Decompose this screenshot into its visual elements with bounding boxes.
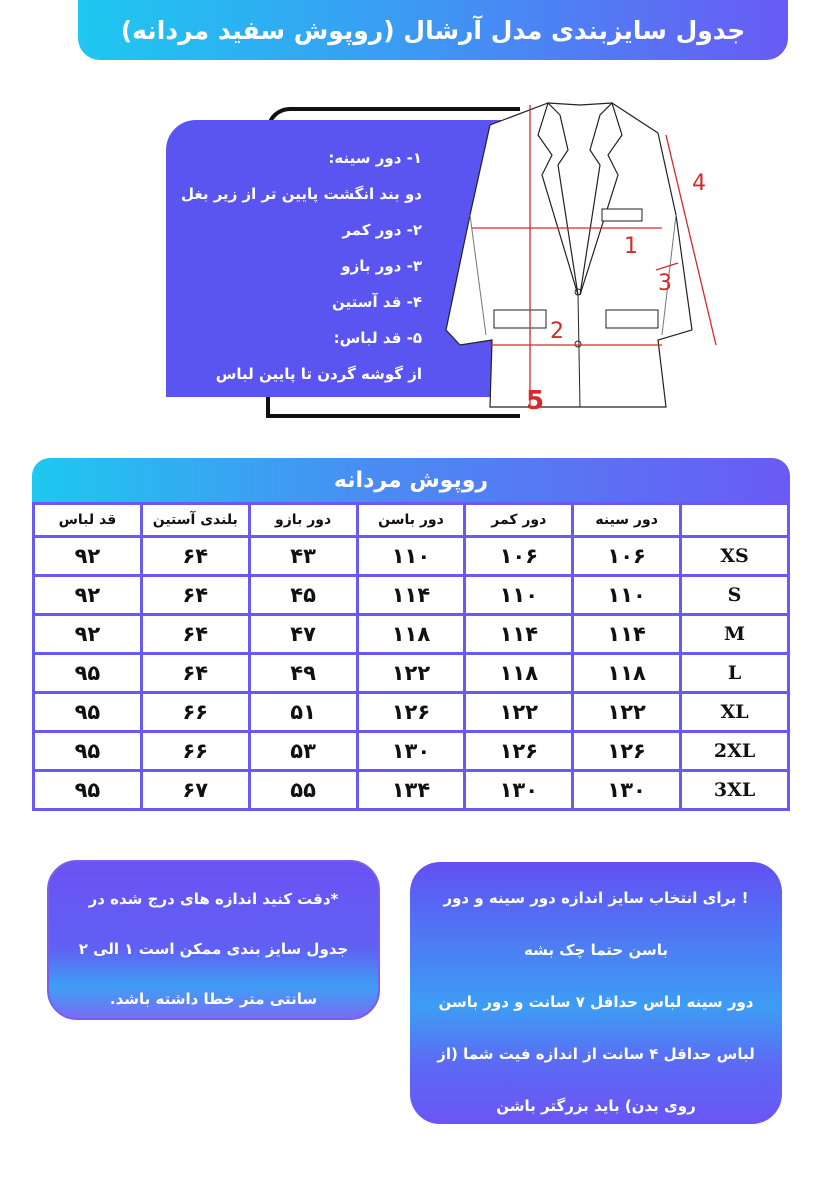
table-row: [34, 576, 789, 615]
cell-size: L: [681, 654, 789, 693]
cell-chest: ۱۰۶: [573, 537, 681, 576]
cell-waist: ۱۱۴: [465, 615, 573, 654]
table-row: [34, 732, 789, 771]
page-title: جدول سایزبندی مدل آرشال (روپوش سفید مردانه): [120, 15, 746, 45]
table-header-row: [34, 504, 789, 537]
note-line: دور سینه لباس حداقل ۷ سانت و دور باسن: [438, 993, 754, 1011]
cell-waist: ۱۲۶: [465, 732, 573, 771]
cell-chest: ۱۱۸: [573, 654, 681, 693]
cell-length: ۹۵: [34, 654, 142, 693]
jacket-label-5: 5: [526, 386, 545, 416]
note-line: روی بدن) باید بزرگتر باشن: [496, 1097, 696, 1115]
cell-chest: ۱۲۶: [573, 732, 681, 771]
cell-hip: ۱۳۴: [357, 771, 465, 810]
cell-waist: ۱۱۸: [465, 654, 573, 693]
cell-sleeve: ۶۴: [141, 654, 249, 693]
cell-arm: ۴۳: [249, 537, 357, 576]
cell-arm: ۴۹: [249, 654, 357, 693]
cell-waist: ۱۲۲: [465, 693, 573, 732]
title-banner: [78, 0, 788, 60]
legend-line: دو بند انگشت پایین تر از زیر بغل: [181, 185, 422, 203]
note-line: باسن حتما چک بشه: [524, 941, 668, 959]
table-row: [34, 537, 789, 576]
cell-arm: ۵۱: [249, 693, 357, 732]
cell-arm: ۴۷: [249, 615, 357, 654]
cell-arm: ۴۵: [249, 576, 357, 615]
table-heading: روپوش مردانه: [32, 458, 790, 502]
legend-line: ۵- قد لباس:: [333, 329, 422, 347]
cell-length: ۹۵: [34, 732, 142, 771]
col-size: [681, 504, 789, 537]
size-table: [32, 458, 790, 811]
cell-size: S: [681, 576, 789, 615]
cell-sleeve: ۶۴: [141, 537, 249, 576]
note-line: *دقت کنید اندازه های درج شده در: [88, 890, 339, 908]
legend-line: ۳- دور بازو: [341, 257, 422, 275]
col-chest: دور سینه: [573, 504, 681, 537]
note-line: لباس حداقل ۴ سانت از اندازه فیت شما (از: [437, 1045, 755, 1063]
cell-sleeve: ۶۷: [141, 771, 249, 810]
col-sleeve: بلندی آستین: [141, 504, 249, 537]
cell-chest: ۱۲۲: [573, 693, 681, 732]
cell-size: M: [681, 615, 789, 654]
cell-length: ۹۲: [34, 615, 142, 654]
jacket-label-4: 4: [692, 171, 706, 196]
col-length: قد لباس: [34, 504, 142, 537]
table-row: [34, 693, 789, 732]
note-line: سانتی متر خطا داشته باشد.: [109, 990, 318, 1008]
cell-length: ۹۵: [34, 771, 142, 810]
cell-hip: ۱۳۰: [357, 732, 465, 771]
cell-hip: ۱۲۲: [357, 654, 465, 693]
cell-hip: ۱۱۰: [357, 537, 465, 576]
col-waist: دور کمر: [465, 504, 573, 537]
jacket-illustration: [430, 95, 730, 420]
legend-line: از گوشه گردن تا پایین لباس: [215, 365, 422, 383]
legend-line: ۴- قد آستین: [332, 293, 422, 311]
size-selection-note: [410, 862, 782, 1124]
jacket-label-2: 2: [550, 319, 564, 344]
jacket-label-3: 3: [658, 271, 672, 296]
cell-size: 2XL: [681, 732, 789, 771]
accuracy-note: [47, 860, 380, 1020]
cell-sleeve: ۶۴: [141, 615, 249, 654]
table-row: [34, 654, 789, 693]
note-line: جدول سایز بندی ممکن است ۱ الی ۲: [78, 940, 349, 958]
table-row: [34, 615, 789, 654]
cell-hip: ۱۱۴: [357, 576, 465, 615]
cell-size: 3XL: [681, 771, 789, 810]
cell-sleeve: ۶۶: [141, 693, 249, 732]
cell-size: XL: [681, 693, 789, 732]
cell-hip: ۱۲۶: [357, 693, 465, 732]
cell-waist: ۱۰۶: [465, 537, 573, 576]
cell-sleeve: ۶۶: [141, 732, 249, 771]
cell-chest: ۱۱۰: [573, 576, 681, 615]
cell-length: ۹۲: [34, 576, 142, 615]
cell-waist: ۱۳۰: [465, 771, 573, 810]
cell-length: ۹۵: [34, 693, 142, 732]
cell-waist: ۱۱۰: [465, 576, 573, 615]
cell-arm: ۵۳: [249, 732, 357, 771]
cell-sleeve: ۶۴: [141, 576, 249, 615]
table-row: [34, 771, 789, 810]
cell-chest: ۱۳۰: [573, 771, 681, 810]
col-hip: دور باسن: [357, 504, 465, 537]
size-grid: [32, 502, 790, 811]
cell-chest: ۱۱۴: [573, 615, 681, 654]
note-line: ! برای انتخاب سایز اندازه دور سینه و دور: [443, 889, 749, 907]
cell-size: XS: [681, 537, 789, 576]
col-arm: دور بازو: [249, 504, 357, 537]
legend-line: ۱- دور سینه:: [328, 149, 422, 167]
cell-arm: ۵۵: [249, 771, 357, 810]
jacket-label-1: 1: [624, 234, 638, 259]
cell-hip: ۱۱۸: [357, 615, 465, 654]
cell-length: ۹۲: [34, 537, 142, 576]
legend-line: ۲- دور کمر: [342, 221, 422, 239]
